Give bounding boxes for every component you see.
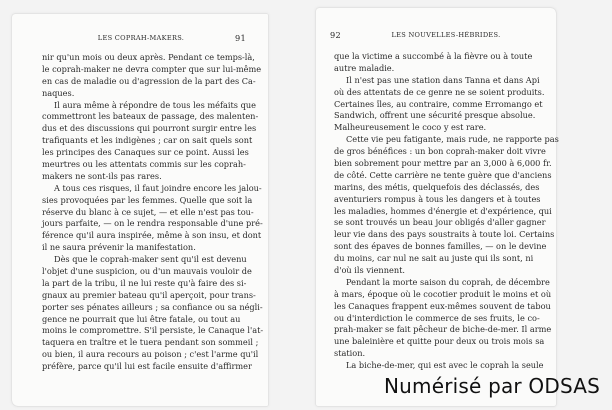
text-line: dus et des discussions qui pourront surgir entre les <box>42 123 257 134</box>
text-line: les Canaques frappent eux-mêmes souvent de tabou <box>334 300 551 311</box>
left-page <box>12 14 268 406</box>
text-line: commettront les bateaux de passage, des malenten- <box>42 111 259 122</box>
text-line: Sandwich, offrent une sécurité presque absolue. <box>334 110 536 121</box>
digitization-watermark: Numérisé par ODSAS <box>383 374 600 398</box>
text-line: bien sobrement pour mettre par an 3,000 à 6,000 fr. <box>334 158 552 169</box>
left-running-header <box>60 34 246 46</box>
text-line: moins le compromettre. S'il persiste, le Canaque l'at- <box>42 325 264 336</box>
text-line: une baleinière et quitte pour deux ou trois mois sa <box>334 336 545 347</box>
text-line: où des attentats de ce genre ne se soient produits. <box>334 86 545 97</box>
text-line: gence ne pourrait que lui être fatale, ou tout au <box>42 313 241 324</box>
text-line: les maladies, hommes d'énergie et d'expérience, qui <box>334 205 552 216</box>
text-line: Il n'est pas une station dans Tanna et dans Api <box>346 74 540 85</box>
text-line: prah-maker se fait pêcheur de biche-de-mer. Il arme <box>334 324 552 335</box>
text-line: que la victime a succombé à la fièvre ou à toute <box>334 51 533 61</box>
text-line: il ne saura prévenir la manifestation. <box>42 242 196 253</box>
right-running-header <box>330 31 536 43</box>
text-line: Il aura même à répondre de tous les méfaits que <box>54 99 256 110</box>
text-line: jours parfaite, — on le rendra responsable d'une pré- <box>42 218 263 229</box>
text-line: naques. <box>42 87 75 98</box>
text-line: La biche-de-mer, qui est avec le coprah la seule <box>346 360 544 371</box>
text-line: d'où ils viennent. <box>334 265 405 276</box>
text-line: A tous ces risques, il faut joindre encore les jalou- <box>54 182 262 193</box>
text-line: nir qu'un mois ou deux après. Pendant ce temps-là, <box>42 52 255 62</box>
text-line: aventuriers rompus à tous les dangers et à toutes <box>334 193 541 204</box>
text-line: préfère, parce qu'il lui est facile ensuite d'affirmer <box>42 361 252 372</box>
text-line: taquera en traître et le tuera pendant son sommeil ; <box>42 337 259 348</box>
text-line: porter ses pénates ailleurs ; sa confiance ou sa négli- <box>42 301 263 312</box>
text-line: sies provoquées par les femmes. Quelle que soit la <box>42 194 253 205</box>
left-page-body <box>42 52 264 373</box>
text-line: gnaux au premier bateau qu'il aperçoit, pour trans- <box>42 289 256 300</box>
text-line: du moins, car nul ne sait au juste qui ils sont, ni <box>334 253 534 264</box>
text-line: le coprah-maker ne devra compter que sur lui-même <box>42 63 262 74</box>
text-line: leur vie dans des pays soustraits à toute loi. Certains <box>334 229 555 240</box>
text-line: marins, des métis, quelquefois des déclassés, des <box>334 181 540 192</box>
text-line: réserve du blanc à ce sujet, — et elle n'est pas tou- <box>42 206 254 217</box>
text-line: Cette vie peu fatigante, mais rude, ne rapporte pas <box>346 134 559 145</box>
right-page-number: 92 <box>330 30 342 40</box>
left-header-title: LES COPRAH-MAKERS. <box>97 34 185 42</box>
text-line: l'objet d'une suspicion, ou d'un mauvais vouloir de <box>42 266 252 277</box>
text-line: Pendant la morte saison du coprah, de décembre <box>346 276 550 287</box>
text-line: sont des épaves de bonnes familles, — on le devine <box>334 241 547 252</box>
text-line: se sont trouvés un beau jour obligés d'aller gagner <box>334 217 546 228</box>
text-line: de gros bénéfices : un bon coprah-maker doit vivre <box>334 146 546 157</box>
text-line: Malheureusement le coco y est rare. <box>334 122 487 133</box>
text-line: ou bien, il aura recours au poison ; c'est l'arme qu'il <box>42 349 259 360</box>
text-line: meurtres ou les attentats commis sur les coprah- <box>42 159 246 170</box>
text-line: Dès que le coprah-maker sent qu'il est devenu <box>54 254 247 265</box>
text-line: en cas de maladie ou d'agression de la part des Ca- <box>42 75 256 86</box>
text-line: autre maladie. <box>334 62 395 73</box>
left-page-number: 91 <box>234 33 246 43</box>
text-line: à mars, époque où le cocotier produit le moins et où <box>334 288 552 299</box>
right-page <box>316 8 559 406</box>
text-line: la part de la tribu, il ne lui reste qu'à faire des si- <box>42 277 247 288</box>
right-header-title: LES NOUVELLES-HÉBRIDES. <box>391 31 501 39</box>
text-line: makers ne sont-ils pas rares. <box>42 170 162 181</box>
text-line: férence qu'il aura inspirée, même à son insu, et dont <box>42 230 262 241</box>
text-line: ou d'interdiction le commerce de ses fruits, le co- <box>334 312 540 323</box>
text-line: station. <box>334 348 366 359</box>
text-line: les principes des Canaques sur ce point. Aussi les <box>42 147 249 158</box>
right-page-body <box>334 51 559 372</box>
text-line: trafiquants et les indigènes ; car on sait quels sont <box>42 135 253 146</box>
text-line: Certaines îles, au contraire, comme Erromango et <box>334 98 543 109</box>
text-line: de côté. Cette carrière ne tente guère que d'anciens <box>334 169 552 180</box>
